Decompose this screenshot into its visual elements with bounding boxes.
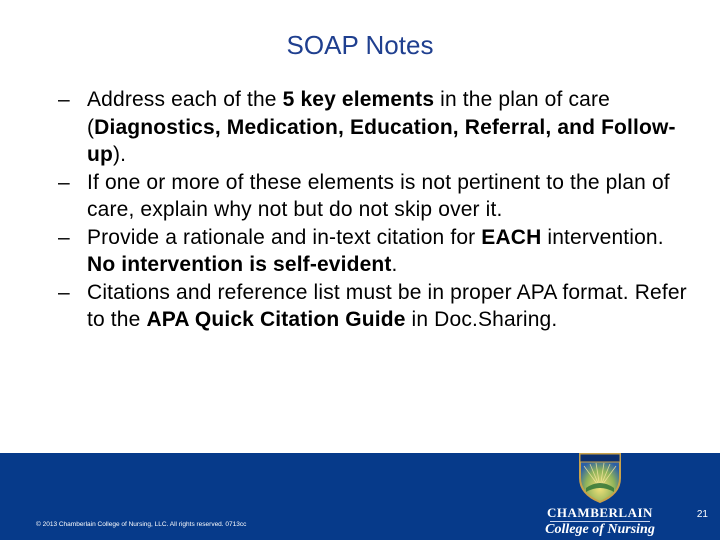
bullet-text: intervention. — [541, 225, 664, 249]
bullet-text: in Doc.Sharing. — [405, 308, 558, 331]
bullet-item — [58, 224, 688, 279]
bullet-dash: – — [58, 280, 70, 304]
chamberlain-logo — [540, 448, 660, 540]
bullet-item — [58, 279, 688, 334]
bullet-text: . — [391, 253, 398, 276]
bullet-bold-text: 5 key elements — [282, 88, 435, 111]
bullet-bold-text: APA Quick Citation Guide — [146, 308, 406, 331]
bullet-text: ). — [112, 143, 127, 166]
logo-subtitle: College of Nursing — [545, 522, 655, 537]
bullet-dash: – — [58, 225, 70, 249]
bullet-text: in the plan of care ( — [87, 88, 610, 139]
bullet-bold-text: No intervention is self-evident — [87, 253, 392, 276]
bullet-text: If one or more of these elements is not pertinent to the plan of care, explain why not but do not skip over it. — [87, 170, 670, 221]
bullet-bold-text: Diagnostics, Medication, Education, Referral, and Follow-up — [87, 115, 676, 166]
logo-wordmark: CHAMBERLAIN — [547, 505, 653, 520]
bullet-text: Provide a rationale and in-text citation for — [87, 225, 482, 249]
copyright-text: © 2013 Chamberlain College of Nursing, LLC. All rights reserved. 0713cc — [36, 521, 247, 528]
slide-title: SOAP Notes — [286, 30, 434, 60]
bullet-item — [58, 169, 688, 224]
page-number: 21 — [696, 509, 708, 520]
bullet-text: Address each of the — [87, 88, 283, 111]
bullet-item — [58, 86, 688, 169]
bullet-dash: – — [58, 88, 70, 111]
bullet-dash: – — [58, 170, 70, 194]
bullet-text: Citations and reference list must be in proper APA format. Refer to the — [87, 280, 687, 331]
bullet-bold-text: EACH — [481, 225, 542, 249]
shield-emblem-icon — [576, 448, 624, 504]
bullet-list — [58, 86, 688, 334]
